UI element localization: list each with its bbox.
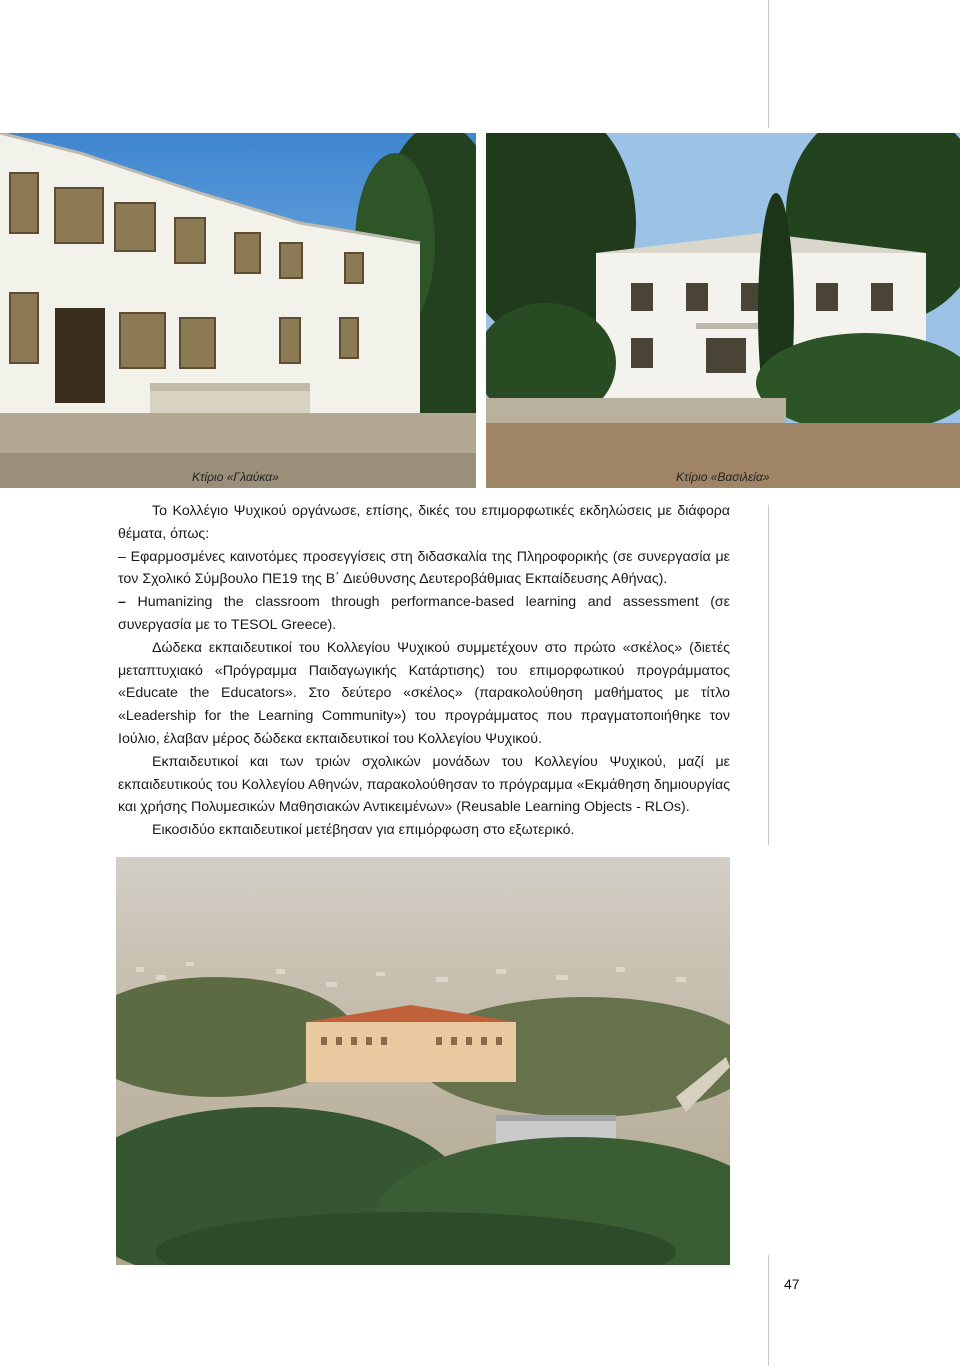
article-body — [118, 500, 730, 842]
photo-aerial-campus — [116, 857, 730, 1265]
paragraph-intro: Το Κολλέγιο Ψυχικού οργάνωσε, επίσης, δικές του επιμορφωτικές εκδηλώσεις με διάφορα θέματα, όπως: — [118, 503, 730, 542]
caption-glafka: Κτίριο «Γλαύκα» — [192, 470, 279, 484]
paragraph-rlo-program: Εκπαιδευτικοί και των τριών σχολικών μονάδων του Κολλεγίου Ψυχικού, μαζί με εκπαιδευτικούς του Κολλεγίου Αθηνών, παρακολούθησαν το πρόγραμμα «Εκμάθηση δημιουργίας και χρήσης Πολυμεσικών Μαθησιακών Αντικειμένων» (Reusable Learning Objects - RLOs). — [118, 753, 730, 816]
photo-vasileia-building — [486, 133, 960, 488]
paragraph-educate-the-educators: Δώδεκα εκπαιδευτικοί του Κολλεγίου Ψυχικού συμμετέχουν στο πρώτο «σκέλος» (διετές μεταπτυχιακό «Πρόγραμμα Παιδαγωγικής Κατάρτισης) του επιμορφωτικού προγράμματος «Educate the Educators». Στο δεύτερο «σκέλος» (παρακολούθηση μαθήματος με τίτλο «Leadership for the Learning Community») του προγράμματος που πραγματοποιήθηκε τον Ιούλιο, έλαβαν μέρος δώδεκα εκπαιδευτικοί του Κολλεγίου Ψυχικού. — [118, 639, 730, 747]
list-item-informatics: – Εφαρμοσμένες καινοτόμες προσεγγίσεις στη διδασκαλία της Πληροφορικής (σε συνεργασία με τον Σχολικό Σύμβουλο ΠΕ19 της Β΄ Διεύθυνσης Δευτεροβάθμιας Εκπαίδευσης Αθήνας). — [118, 548, 730, 588]
paragraph-abroad-training: Εικοσιδύο εκπαιδευτικοί μετέβησαν για επιμόρφωση στο εξωτερικό. — [152, 822, 575, 839]
right-margin-rule-middle — [768, 505, 769, 845]
list-dash: – — [118, 594, 126, 611]
list-item-tesol — [118, 591, 730, 637]
photo-glafka-building — [0, 133, 476, 488]
caption-vasileia: Κτίριο «Βασιλεία» — [676, 470, 770, 484]
right-margin-rule-top — [768, 0, 769, 128]
page-number: 47 — [784, 1276, 800, 1292]
list-item-tesol-text: Humanizing the classroom through performance-based learning and assessment (σε συνεργασία με το TESOL Greece). — [118, 594, 730, 633]
